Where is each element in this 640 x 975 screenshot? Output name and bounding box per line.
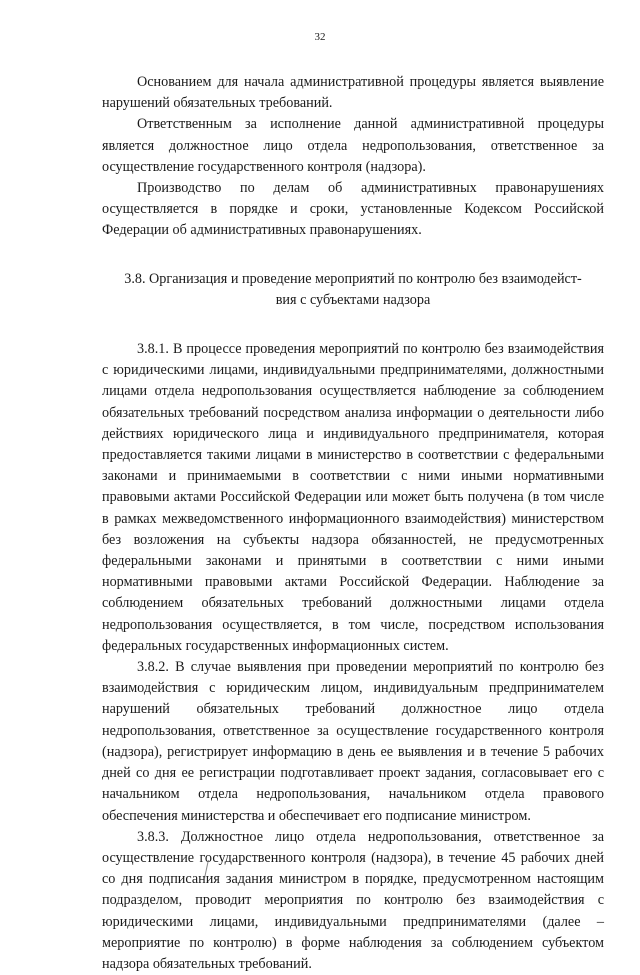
section-heading-line-1: 3.8. Организация и проведение мероприятий по контролю без взаимодейст-	[124, 270, 582, 287]
section-heading	[102, 269, 604, 311]
paragraph-3-8-3: 3.8.3. Должностное лицо отдела недропользования, ответственное за осуществление государственного контроля (надзора), в течение 45 рабочих дней со дня подписания задания министром в порядке, предусмотренном настоящим подразделом, проводит мероприятия по контролю без взаимодействия с юридическими лицами, индивидуальными предпринимателями (далее – мероприятие по контролю) в форме наблюдения за соблюдением субъектом надзора обязательных требований.	[102, 828, 604, 972]
paragraph-proceedings: Производство по делам об административных правонарушениях осуществляется в порядке и сроки, установленные Кодексом Российской Федерации об административных правонарушениях.	[102, 180, 604, 239]
paragraph-3-8-1: 3.8.1. В процессе проведения мероприятий по контролю без взаимодействия с юридическими лицами, индивидуальными предпринимателями, должностными лицами отдела недропользования осуществляется наблюдение за соблюдением обязательных требований посредством анализа информации о деятельности либо действиях юридического лица и индивидуального предпринимателя, которая предоставляется такими лицами в министерство в соответствии с федеральными законами и принимаемыми в соответствии с ними иными нормативными правовыми актами Российской Федерации или может быть получена (в том числе в рамках межведомственного информационного взаимодействия) министерством без возложения на субъекты надзора обязанностей, не предусмотренных федеральными законами и принятыми в соответствии с ними иными нормативными правовыми актами Российской Федерации. Наблюдение за соблюдением обязательных требований должностными лицами отдела недропользования осуществляется, в том числе, посредством использования федеральных государственных информационных систем.	[102, 341, 604, 654]
document-body	[102, 72, 604, 975]
page-number: 32	[314, 31, 326, 43]
paragraph-basis: Основанием для начала административной процедуры является выявление нарушений обязательных требований.	[102, 74, 604, 112]
section-heading-line-2: вия с субъектами надзора	[275, 291, 431, 308]
paragraph-responsible: Ответственным за исполнение данной административной процедуры является должностное лицо отдела недропользования, ответственное за осуществление государственного контроля (надзора).	[102, 116, 604, 175]
paragraph-3-8-2: 3.8.2. В случае выявления при проведении мероприятий по контролю без взаимодействия с юридическим лицом, индивидуальным предпринимателем нарушений обязательных требований должностное лицо отдела недропользования, ответственное за осуществление государственного контроля (надзора), регистрирует информацию в день ее выявления и в течение 5 рабочих дней со дня ее регистрации подготавливает проект задания, согласовывает его с начальником отдела недропользования, начальником отдела правового обеспечения министерства и обеспечивает его подписание министром.	[102, 659, 604, 824]
